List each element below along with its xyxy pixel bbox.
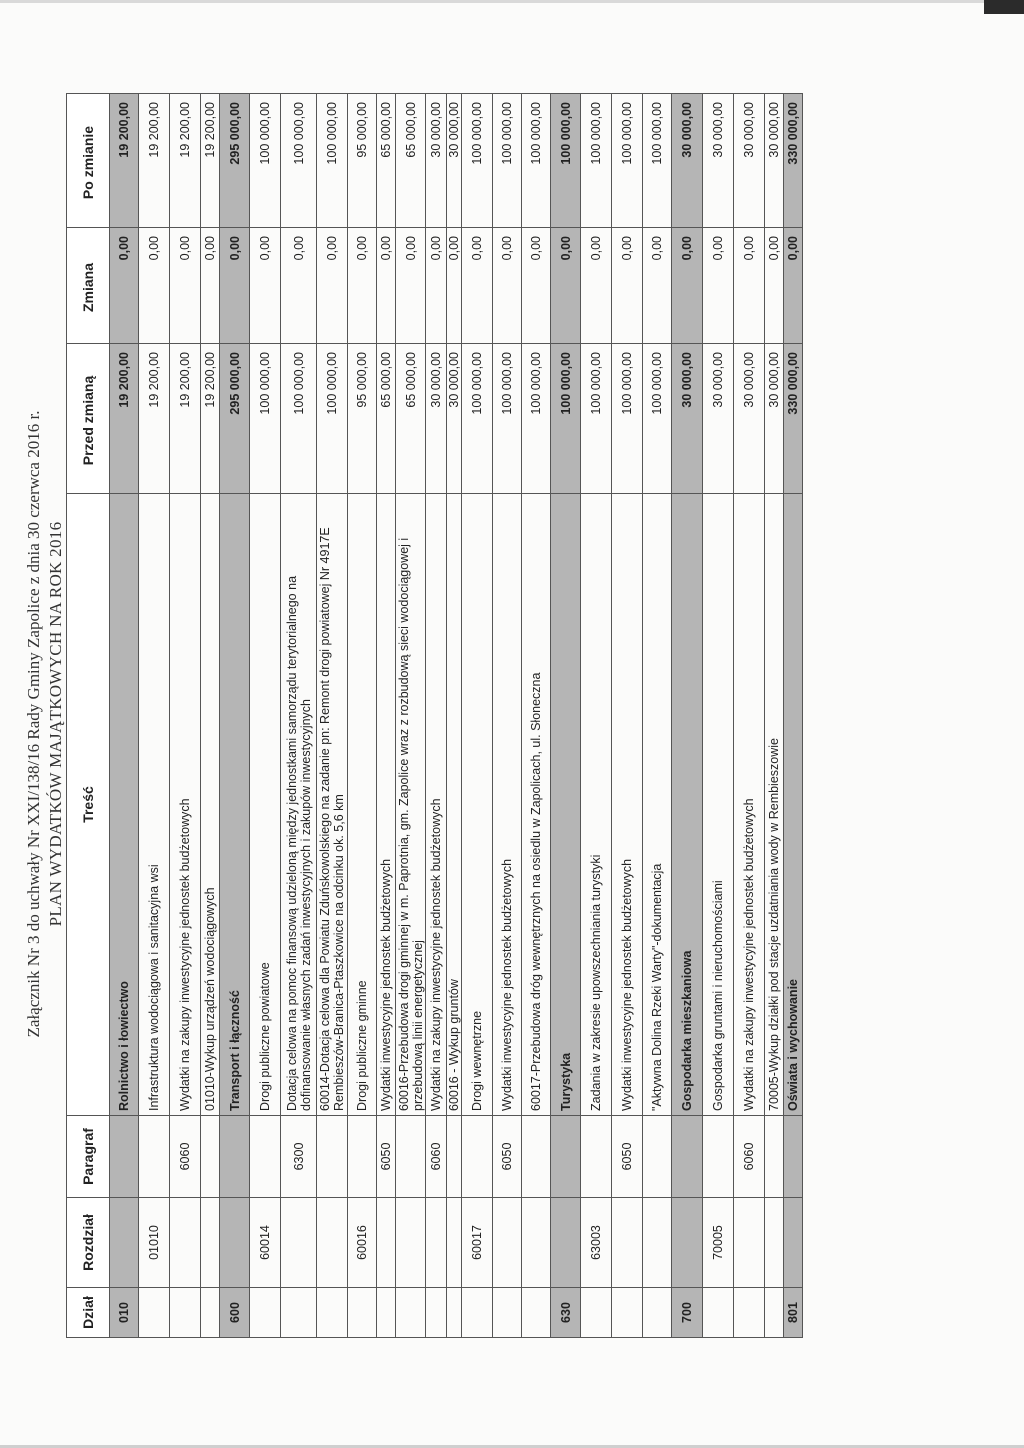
cell-przed-zmiana: 30 000,00 [765, 344, 784, 494]
cell-po-zmianie: 30 000,00 [672, 94, 703, 228]
cell-po-zmianie: 100 000,00 [250, 94, 281, 228]
cell-paragraf [522, 1116, 551, 1198]
table-row [220, 94, 250, 1338]
cell-paragraf [462, 1116, 493, 1198]
cell-rozdzial [612, 1198, 643, 1288]
cell-paragraf [110, 1116, 139, 1198]
cell-zmiana: 0,00 [551, 228, 581, 344]
cell-tresc: Drogi wewnętrzne [462, 494, 493, 1116]
cell-zmiana: 0,00 [462, 228, 493, 344]
cell-po-zmianie: 100 000,00 [643, 94, 672, 228]
cell-paragraf [581, 1116, 612, 1198]
cell-przed-zmiana: 30 000,00 [426, 344, 447, 494]
cell-tresc: Infrastruktura wodociągowa i sanitacyjna wsi [139, 494, 170, 1116]
cell-paragraf: 6060 [426, 1116, 447, 1198]
cell-dzial [462, 1288, 493, 1338]
table-row [734, 94, 765, 1338]
cell-po-zmianie: 30 000,00 [734, 94, 765, 228]
col-header-tresc: Treść [67, 494, 110, 1116]
cell-tresc: Gospodarka gruntami i nieruchomościami [703, 494, 734, 1116]
cell-przed-zmiana: 19 200,00 [201, 344, 220, 494]
cell-zmiana: 0,00 [493, 228, 522, 344]
cell-paragraf: 6050 [493, 1116, 522, 1198]
cell-paragraf: 6060 [734, 1116, 765, 1198]
cell-rozdzial: 63003 [581, 1198, 612, 1288]
table-row [426, 94, 447, 1338]
col-header-zmiana: Zmiana [67, 228, 110, 344]
cell-przed-zmiana: 65 000,00 [396, 344, 426, 494]
table-row [281, 94, 317, 1338]
cell-paragraf: 6050 [377, 1116, 396, 1198]
cell-tresc: Wydatki na zakupy inwestycyjne jednostek budżetowych [426, 494, 447, 1116]
cell-zmiana: 0,00 [201, 228, 220, 344]
cell-zmiana: 0,00 [377, 228, 396, 344]
cell-przed-zmiana: 30 000,00 [447, 344, 462, 494]
cell-dzial [765, 1288, 784, 1338]
cell-przed-zmiana: 100 000,00 [250, 344, 281, 494]
cell-dzial [348, 1288, 377, 1338]
cell-rozdzial: 60017 [462, 1198, 493, 1288]
col-header-przed: Przed zmianą [67, 344, 110, 494]
table-row [201, 94, 220, 1338]
cell-paragraf [643, 1116, 672, 1198]
cell-paragraf [765, 1116, 784, 1198]
cell-przed-zmiana: 30 000,00 [734, 344, 765, 494]
cell-tresc: Wydatki na zakupy inwestycyjne jednostek budżetowych [170, 494, 201, 1116]
cell-po-zmianie: 65 000,00 [377, 94, 396, 228]
cell-dzial [612, 1288, 643, 1338]
cell-po-zmianie: 330 000,00 [784, 94, 803, 228]
cell-zmiana: 0,00 [581, 228, 612, 344]
cell-rozdzial [377, 1198, 396, 1288]
cell-przed-zmiana: 30 000,00 [672, 344, 703, 494]
cell-po-zmianie: 100 000,00 [281, 94, 317, 228]
cell-paragraf: 6050 [612, 1116, 643, 1198]
cell-po-zmianie: 100 000,00 [462, 94, 493, 228]
cell-zmiana: 0,00 [317, 228, 348, 344]
cell-paragraf: 6300 [281, 1116, 317, 1198]
cell-rozdzial [447, 1198, 462, 1288]
table-row [643, 94, 672, 1338]
cell-po-zmianie: 19 200,00 [201, 94, 220, 228]
cell-po-zmianie: 295 000,00 [220, 94, 250, 228]
cell-dzial [377, 1288, 396, 1338]
cell-tresc: Dotacja celowa na pomoc finansową udzieloną między jednostkami samorządu terytorialnego na dofinansowanie własnych zadań inwestycyjnych i zakupów inwestycyjnych [281, 494, 317, 1116]
cell-przed-zmiana: 295 000,00 [220, 344, 250, 494]
table-row [493, 94, 522, 1338]
cell-dzial [447, 1288, 462, 1338]
cell-paragraf [220, 1116, 250, 1198]
cell-dzial [201, 1288, 220, 1338]
cell-paragraf [672, 1116, 703, 1198]
expenditure-table [66, 93, 803, 1338]
table-row [672, 94, 703, 1338]
cell-po-zmianie: 30 000,00 [703, 94, 734, 228]
cell-tresc: Rolnictwo i łowiectwo [110, 494, 139, 1116]
table-row [377, 94, 396, 1338]
cell-przed-zmiana: 100 000,00 [462, 344, 493, 494]
cell-rozdzial [765, 1198, 784, 1288]
table-row [139, 94, 170, 1338]
table-row [462, 94, 493, 1338]
cell-tresc: Turystyka [551, 494, 581, 1116]
cell-tresc: Wydatki inwestycyjne jednostek budżetowych [377, 494, 396, 1116]
plan-title: PLAN WYDATKÓW MAJĄTKOWYCH NA ROK 2016 [46, 521, 65, 927]
table-row [581, 94, 612, 1338]
cell-paragraf [250, 1116, 281, 1198]
cell-dzial [317, 1288, 348, 1338]
col-header-dzial: Dział [67, 1288, 110, 1338]
cell-dzial: 600 [220, 1288, 250, 1338]
cell-rozdzial [170, 1198, 201, 1288]
cell-dzial [426, 1288, 447, 1338]
cell-rozdzial [201, 1198, 220, 1288]
cell-po-zmianie: 19 200,00 [139, 94, 170, 228]
cell-przed-zmiana: 19 200,00 [139, 344, 170, 494]
cell-przed-zmiana: 19 200,00 [110, 344, 139, 494]
cell-tresc: Wydatki na zakupy inwestycyjne jednostek budżetowych [734, 494, 765, 1116]
cell-tresc: 60016 - Wykup gruntów [447, 494, 462, 1116]
table-row [612, 94, 643, 1338]
table-row [522, 94, 551, 1338]
cell-paragraf [703, 1116, 734, 1198]
table-row [110, 94, 139, 1338]
cell-tresc: Zadania w zakresie upowszechniania turystyki [581, 494, 612, 1116]
cell-rozdzial [643, 1198, 672, 1288]
cell-tresc: Wydatki inwestycyjne jednostek budżetowych [493, 494, 522, 1116]
cell-dzial [581, 1288, 612, 1338]
table-row [703, 94, 734, 1338]
cell-zmiana: 0,00 [522, 228, 551, 344]
cell-paragraf [551, 1116, 581, 1198]
cell-przed-zmiana: 30 000,00 [703, 344, 734, 494]
cell-zmiana: 0,00 [734, 228, 765, 344]
cell-paragraf [348, 1116, 377, 1198]
cell-tresc: 60017-Przebudowa dróg wewnętrznych na osiedlu w Zapolicach, ul. Słoneczna [522, 494, 551, 1116]
cell-rozdzial: 01010 [139, 1198, 170, 1288]
cell-paragraf: 6060 [170, 1116, 201, 1198]
cell-rozdzial [522, 1198, 551, 1288]
cell-zmiana: 0,00 [426, 228, 447, 344]
cell-rozdzial [672, 1198, 703, 1288]
cell-paragraf [201, 1116, 220, 1198]
cell-zmiana: 0,00 [447, 228, 462, 344]
cell-po-zmianie: 30 000,00 [447, 94, 462, 228]
cell-przed-zmiana: 100 000,00 [281, 344, 317, 494]
cell-tresc: Drogi publiczne powiatowe [250, 494, 281, 1116]
cell-tresc: 60016-Przebudowa drogi gminnej w m. Paprotnia, gm. Zapolice wraz z rozbudową sieci wodociągowej i przebudową linii energetycznej [396, 494, 426, 1116]
cell-dzial [703, 1288, 734, 1338]
cell-rozdzial [110, 1198, 139, 1288]
col-header-po: Po zmianie [67, 94, 110, 228]
cell-tresc: "Aktywna Dolina Rzeki Warty"-dokumentacja [643, 494, 672, 1116]
table-row [170, 94, 201, 1338]
cell-paragraf [139, 1116, 170, 1198]
cell-zmiana: 0,00 [281, 228, 317, 344]
table-row [317, 94, 348, 1338]
table-row [784, 94, 803, 1338]
cell-dzial: 630 [551, 1288, 581, 1338]
cell-zmiana: 0,00 [672, 228, 703, 344]
cell-dzial [522, 1288, 551, 1338]
cell-rozdzial: 60014 [250, 1198, 281, 1288]
cell-rozdzial [396, 1198, 426, 1288]
cell-rozdzial [426, 1198, 447, 1288]
cell-zmiana: 0,00 [396, 228, 426, 344]
cell-przed-zmiana: 65 000,00 [377, 344, 396, 494]
cell-tresc: Drogi publiczne gminne [348, 494, 377, 1116]
table-row [250, 94, 281, 1338]
col-header-paragraf: Paragraf [67, 1116, 110, 1198]
cell-zmiana: 0,00 [703, 228, 734, 344]
cell-zmiana: 0,00 [250, 228, 281, 344]
cell-rozdzial [493, 1198, 522, 1288]
cell-po-zmianie: 100 000,00 [612, 94, 643, 228]
table-body [110, 94, 803, 1338]
cell-zmiana: 0,00 [220, 228, 250, 344]
cell-zmiana: 0,00 [170, 228, 201, 344]
cell-paragraf [317, 1116, 348, 1198]
table-row [765, 94, 784, 1338]
table-row [447, 94, 462, 1338]
cell-po-zmianie: 30 000,00 [426, 94, 447, 228]
cell-rozdzial: 60016 [348, 1198, 377, 1288]
cell-tresc: 70005-Wykup działki pod stacje uzdatniania wody w Rembieszowie [765, 494, 784, 1116]
cell-rozdzial: 70005 [703, 1198, 734, 1288]
table-row [348, 94, 377, 1338]
cell-zmiana: 0,00 [612, 228, 643, 344]
cell-tresc: Transport i łączność [220, 494, 250, 1116]
table-row [396, 94, 426, 1338]
cell-po-zmianie: 19 200,00 [110, 94, 139, 228]
cell-po-zmianie: 100 000,00 [493, 94, 522, 228]
col-header-rozdzial: Rozdział [67, 1198, 110, 1288]
cell-zmiana: 0,00 [348, 228, 377, 344]
cell-dzial: 700 [672, 1288, 703, 1338]
table-row [551, 94, 581, 1338]
cell-rozdzial [220, 1198, 250, 1288]
cell-dzial [281, 1288, 317, 1338]
cell-po-zmianie: 100 000,00 [551, 94, 581, 228]
cell-tresc: 60014-Dotacja celowa dla Powiatu Zduńskowolskiego na zadanie pn: Remont drogi powiatowej Nr 4917E Rembieszów-Branica-Ptaszkowice na odcinku ok. 5,6 km [317, 494, 348, 1116]
cell-przed-zmiana: 100 000,00 [612, 344, 643, 494]
cell-tresc: Oświata i wychowanie [784, 494, 803, 1116]
cell-tresc: 01010-Wykup urządzeń wodociągowych [201, 494, 220, 1116]
cell-tresc: Wydatki inwestycyjne jednostek budżetowych [612, 494, 643, 1116]
cell-dzial: 010 [110, 1288, 139, 1338]
cell-tresc: Gospodarka mieszkaniowa [672, 494, 703, 1116]
table-header-row [67, 94, 110, 1338]
cell-zmiana: 0,00 [643, 228, 672, 344]
cell-rozdzial [734, 1198, 765, 1288]
cell-przed-zmiana: 100 000,00 [551, 344, 581, 494]
cell-przed-zmiana: 330 000,00 [784, 344, 803, 494]
cell-paragraf [784, 1116, 803, 1198]
cell-rozdzial [317, 1198, 348, 1288]
cell-zmiana: 0,00 [784, 228, 803, 344]
cell-przed-zmiana: 95 000,00 [348, 344, 377, 494]
cell-po-zmianie: 95 000,00 [348, 94, 377, 228]
cell-rozdzial [281, 1198, 317, 1288]
cell-po-zmianie: 19 200,00 [170, 94, 201, 228]
cell-dzial [396, 1288, 426, 1338]
cell-po-zmianie: 100 000,00 [522, 94, 551, 228]
cell-dzial [170, 1288, 201, 1338]
cell-przed-zmiana: 100 000,00 [317, 344, 348, 494]
cell-dzial [734, 1288, 765, 1338]
cell-po-zmianie: 65 000,00 [396, 94, 426, 228]
cell-dzial [139, 1288, 170, 1338]
cell-dzial [250, 1288, 281, 1338]
cell-zmiana: 0,00 [139, 228, 170, 344]
cell-rozdzial [784, 1198, 803, 1288]
attachment-title: Załącznik Nr 3 do uchwały Nr XXI/138/16 Rady Gminy Zapolice z dnia 30 czerwca 2016 r. [24, 410, 43, 1038]
cell-przed-zmiana: 100 000,00 [643, 344, 672, 494]
cell-dzial [643, 1288, 672, 1338]
cell-dzial [493, 1288, 522, 1338]
cell-zmiana: 0,00 [765, 228, 784, 344]
cell-po-zmianie: 30 000,00 [765, 94, 784, 228]
cell-przed-zmiana: 100 000,00 [522, 344, 551, 494]
cell-po-zmianie: 100 000,00 [581, 94, 612, 228]
cell-przed-zmiana: 19 200,00 [170, 344, 201, 494]
cell-rozdzial [551, 1198, 581, 1288]
cell-przed-zmiana: 100 000,00 [581, 344, 612, 494]
cell-po-zmianie: 100 000,00 [317, 94, 348, 228]
cell-paragraf [447, 1116, 462, 1198]
cell-zmiana: 0,00 [110, 228, 139, 344]
cell-paragraf [396, 1116, 426, 1198]
cell-przed-zmiana: 100 000,00 [493, 344, 522, 494]
cell-dzial: 801 [784, 1288, 803, 1338]
